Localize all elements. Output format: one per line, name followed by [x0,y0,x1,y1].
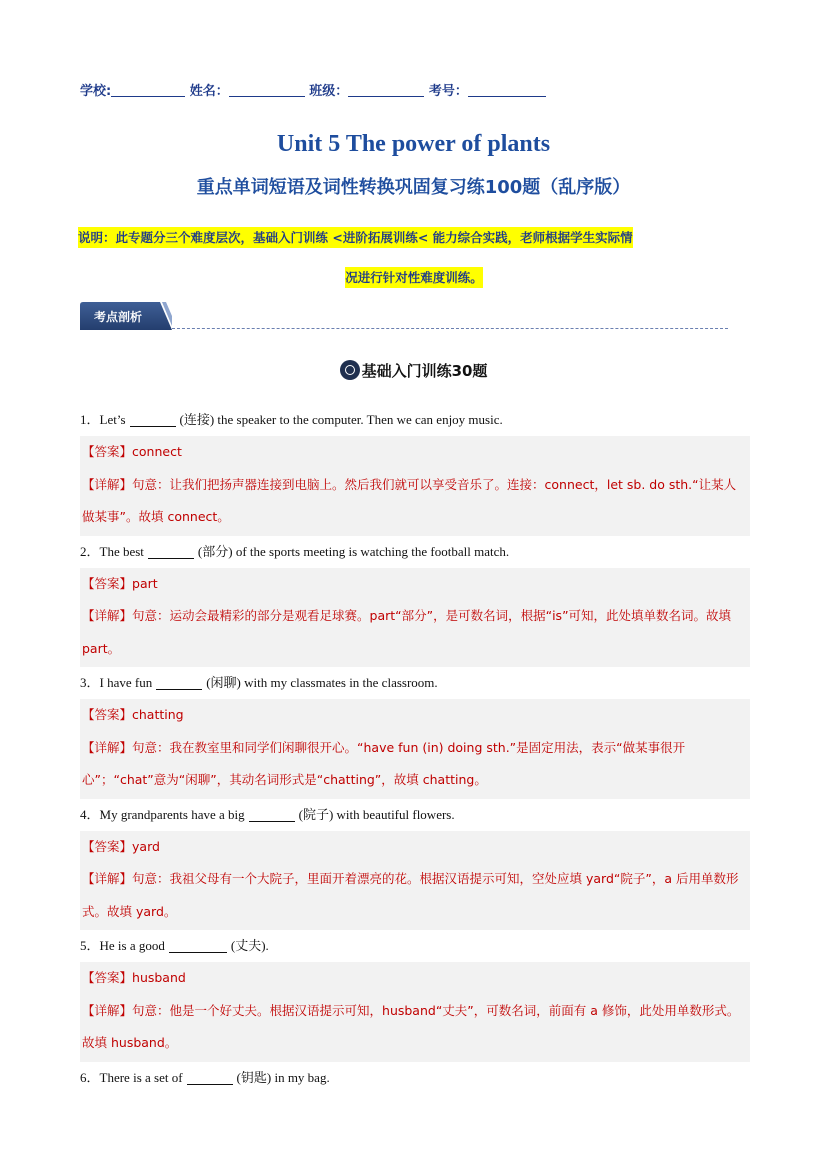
question-hint: (部分) of the sports meeting is watching the football match. [197,543,510,559]
school-blank [111,83,185,97]
detail-label: 【详解】 [82,476,133,492]
detail-text: 句意：我在教室里和同学们闲聊很开心。“have fun (in) doing sth.”是固定用法，表示“做某事很开心”；“chat”意为“闲聊”，其动名词形式是“chatting”，故填 chatting。 [82,739,686,787]
detail-label: 【详解】 [82,608,133,623]
section-divider [172,328,728,329]
detail-text: 句意：让我们把扬声器连接到电脑上。然后我们就可以享受音乐了。连接：connect，let sb. do sth.“让某人做某事”。故填 connect。 [82,476,737,524]
answer-block-5 [80,962,750,1062]
detail-text: 句意：运动会最精彩的部分是观看足球赛。part“部分”，是可数名词，根据“is”可知，此处填单数名词。故填 part。 [82,608,732,656]
question-text: My grandparents have a big [99,806,245,822]
question-1 [80,404,750,436]
question-hint: (闲聊) with my classmates in the classroom. [206,675,438,690]
answer-blank [169,938,227,953]
question-5 [80,930,750,962]
question-text: Let’s [99,412,126,427]
class-blank [348,83,424,97]
answer-label: 【答案】 [82,838,133,854]
answer-blank [156,675,202,690]
detail-label: 【详解】 [82,739,133,755]
question-number: 5． [80,938,100,953]
question-number: 4． [80,806,100,822]
detail-text: 句意：他是一个好丈夫。根据汉语提示可知，husband“丈夫”，可数名词，前面有 a 修饰，此处用单数形式。故填 husband。 [82,1002,740,1050]
question-number: 2． [80,543,100,559]
answer-label: 【答案】 [82,707,133,722]
question-number: 1． [80,412,100,427]
question-number: 6． [80,1069,100,1085]
note-line-1: 说明：此专题分三个难度层次，基础入门训练 <进阶拓展训练< 能力综合实践，老师根据学生实际情 [78,227,633,248]
section-tag [80,302,172,330]
question-text: The best [99,543,144,559]
answer-value: connect [132,444,182,459]
page-title: Unit 5 The power of plants [276,131,551,157]
exam-blank [468,83,546,97]
answer-value: part [132,575,158,591]
question-number: 3． [80,675,100,690]
question-3 [80,667,750,699]
question-6 [80,1062,750,1094]
answer-block-3 [80,699,750,799]
answer-value: husband [132,970,186,985]
name-blank [229,83,305,97]
detail-label: 【详解】 [82,1002,133,1018]
answer-block-1 [80,436,750,536]
answer-value: chatting [132,707,184,722]
answer-label: 【答案】 [82,575,133,591]
question-hint: (连接) the speaker to the computer. Then we can enjoy music. [179,412,503,427]
answer-block-2 [80,568,750,668]
answer-value: yard [132,838,160,854]
badge-icon [340,360,360,380]
question-2 [80,536,750,568]
answer-blank [148,544,194,559]
section-tag-label: 考点剖析 [94,310,143,324]
detail-text: 句意：我祖父母有一个大院子，里面开着漂亮的花。根据汉语提示可知，空处应填 yard“院子”，a 后用单数形式。故填 yard。 [82,871,739,919]
question-4 [80,799,750,831]
answer-label: 【答案】 [82,444,133,459]
answer-blank [130,412,176,427]
instruction-note [78,218,750,298]
detail-label: 【详解】 [82,871,133,886]
student-info-line [80,80,546,99]
question-hint: (钥匙) in my bag. [236,1069,330,1085]
sub-heading-text: 基础入门训练30题 [361,362,488,380]
question-list [80,404,750,1094]
question-hint: (院子) with beautiful flowers. [298,806,455,822]
exam-label: 考号： [428,84,468,99]
sub-heading [0,360,827,381]
question-text: I have fun [99,675,153,690]
answer-blank [187,1070,233,1085]
page-subtitle: 重点单词短语及词性转换巩固复习练100题（乱序版） [196,177,631,198]
note-line-2: 况进行针对性难度训练。 [345,267,483,288]
class-label: 班级： [309,84,349,99]
answer-label: 【答案】 [82,970,133,985]
answer-block-4 [80,831,750,931]
name-label: 姓名： [189,84,229,99]
answer-blank [249,807,295,822]
question-hint: (丈夫). [230,938,269,953]
school-label: 学校: [80,84,112,99]
question-text: There is a set of [99,1069,183,1085]
question-text: He is a good [99,938,165,953]
